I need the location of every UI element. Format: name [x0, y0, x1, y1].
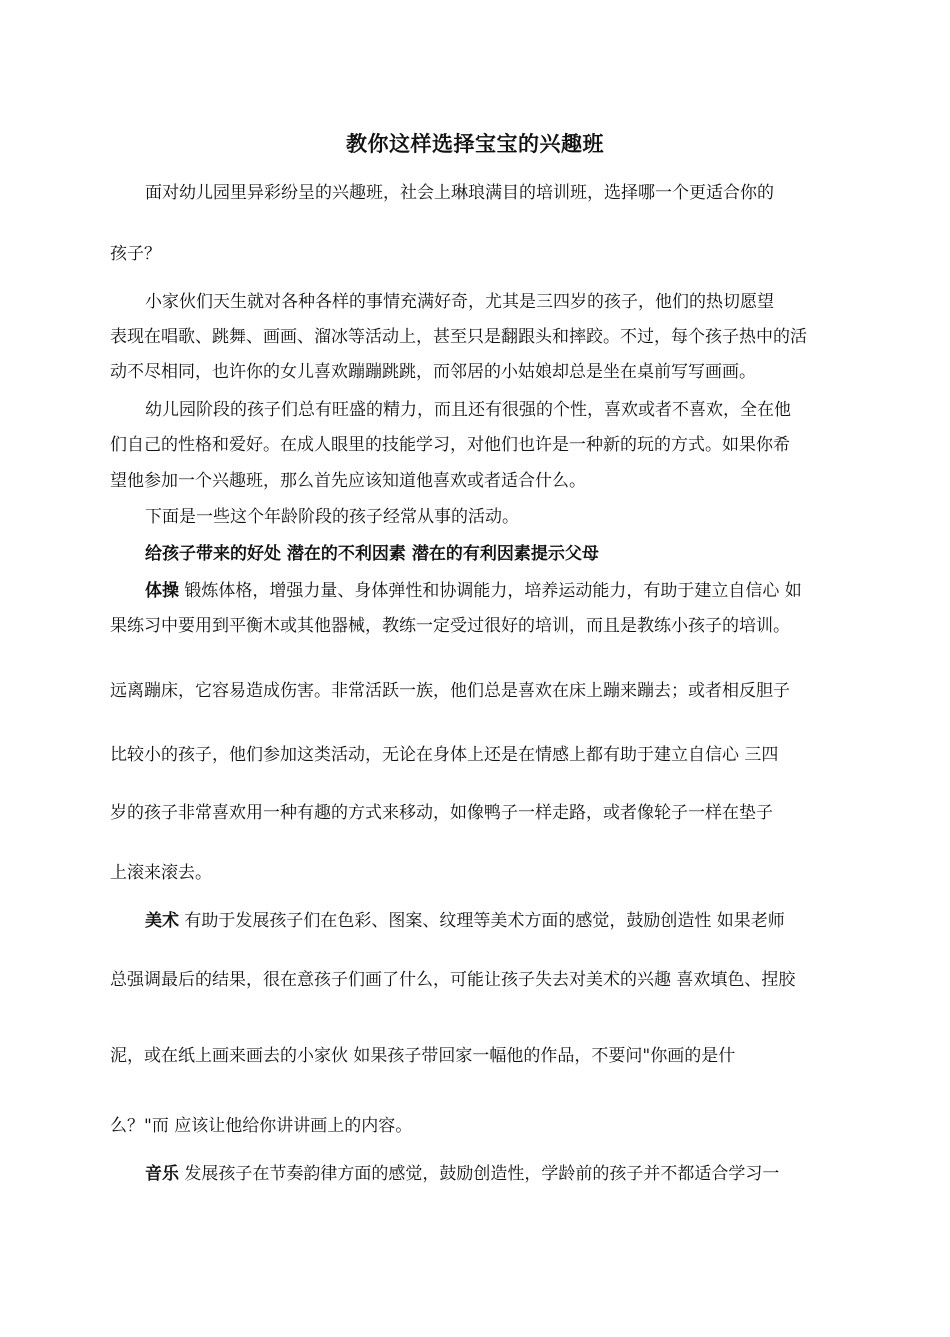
gym-label: 体操	[145, 581, 179, 601]
music-line-1-text: 发展孩子在节奏韵律方面的感觉，鼓励创造性，学龄前的孩子并不都适合学习一	[179, 1164, 780, 1184]
gym-line-3: 远离蹦床，它容易造成伤害。非常活跃一族，他们总是喜欢在床上蹦来蹦去；或者相反胆子	[110, 681, 790, 701]
art-line-2: 总强调最后的结果，很在意孩子们画了什么，可能让孩子失去对美术的兴趣 喜欢填色、捏胶	[110, 970, 796, 990]
para3-line-1: 下面是一些这个年龄阶段的孩子经常从事的活动。	[145, 507, 519, 527]
music-line-1	[145, 1163, 845, 1185]
para1-line-1: 小家伙们天生就对各种各样的事情充满好奇，尤其是三四岁的孩子，他们的热切愿望	[145, 292, 774, 312]
gym-line-2: 果练习中要用到平衡木或其他器械，教练一定受过很好的培训，而且是教练小孩子的培训。	[110, 616, 790, 636]
art-label: 美术	[145, 911, 179, 931]
art-line-1-text: 有助于发展孩子们在色彩、图案、纹理等美术方面的感觉，鼓励创造性 如果老师	[179, 911, 785, 931]
art-line-3: 泥，或在纸上画来画去的小家伙 如果孩子带回家一幅他的作品，不要问"你画的是什	[110, 1046, 736, 1066]
gym-line-4: 比较小的孩子，他们参加这类活动，无论在身体上还是在情感上都有助于建立自信心 三四	[110, 745, 779, 765]
para2-line-3: 望他参加一个兴趣班，那么首先应该知道他喜欢或者适合什么。	[110, 471, 586, 491]
intro-line-2: 孩子？	[110, 244, 161, 264]
para1-line-2: 表现在唱歌、跳舞、画画、溜冰等活动上，甚至只是翻跟头和摔跤。不过，每个孩子热中的活	[110, 327, 807, 347]
music-label: 音乐	[145, 1164, 179, 1184]
table-header-row: 给孩子带来的好处 潜在的不利因素 潜在的有利因素提示父母	[145, 544, 599, 564]
document-title: 教你这样选择宝宝的兴趣班	[346, 131, 604, 156]
gym-line-6: 上滚来滚去。	[110, 863, 212, 883]
gym-line-5: 岁的孩子非常喜欢用一种有趣的方式来移动，如像鸭子一样走路，或者像轮子一样在垫子	[110, 803, 773, 823]
intro-line-1: 面对幼儿园里异彩纷呈的兴趣班，社会上琳琅满目的培训班，选择哪一个更适合你的	[145, 183, 774, 203]
gym-line-1-text: 锻炼体格，增强力量、身体弹性和协调能力，培养运动能力，有助于建立自信心 如	[179, 581, 802, 601]
art-line-1	[145, 910, 845, 932]
gym-line-1	[145, 580, 845, 602]
para2-line-2: 们自己的性格和爱好。在成人眼里的技能学习，对他们也许是一种新的玩的方式。如果你希	[110, 435, 790, 455]
art-line-4: 么？"而 应该让他给你讲讲画上的内容。	[110, 1116, 413, 1136]
para2-line-1: 幼儿园阶段的孩子们总有旺盛的精力，而且还有很强的个性，喜欢或者不喜欢，全在他	[145, 400, 791, 420]
para1-line-3: 动不尽相同，也许你的女儿喜欢蹦蹦跳跳，而邻居的小姑娘却总是坐在桌前写写画画。	[110, 362, 756, 382]
